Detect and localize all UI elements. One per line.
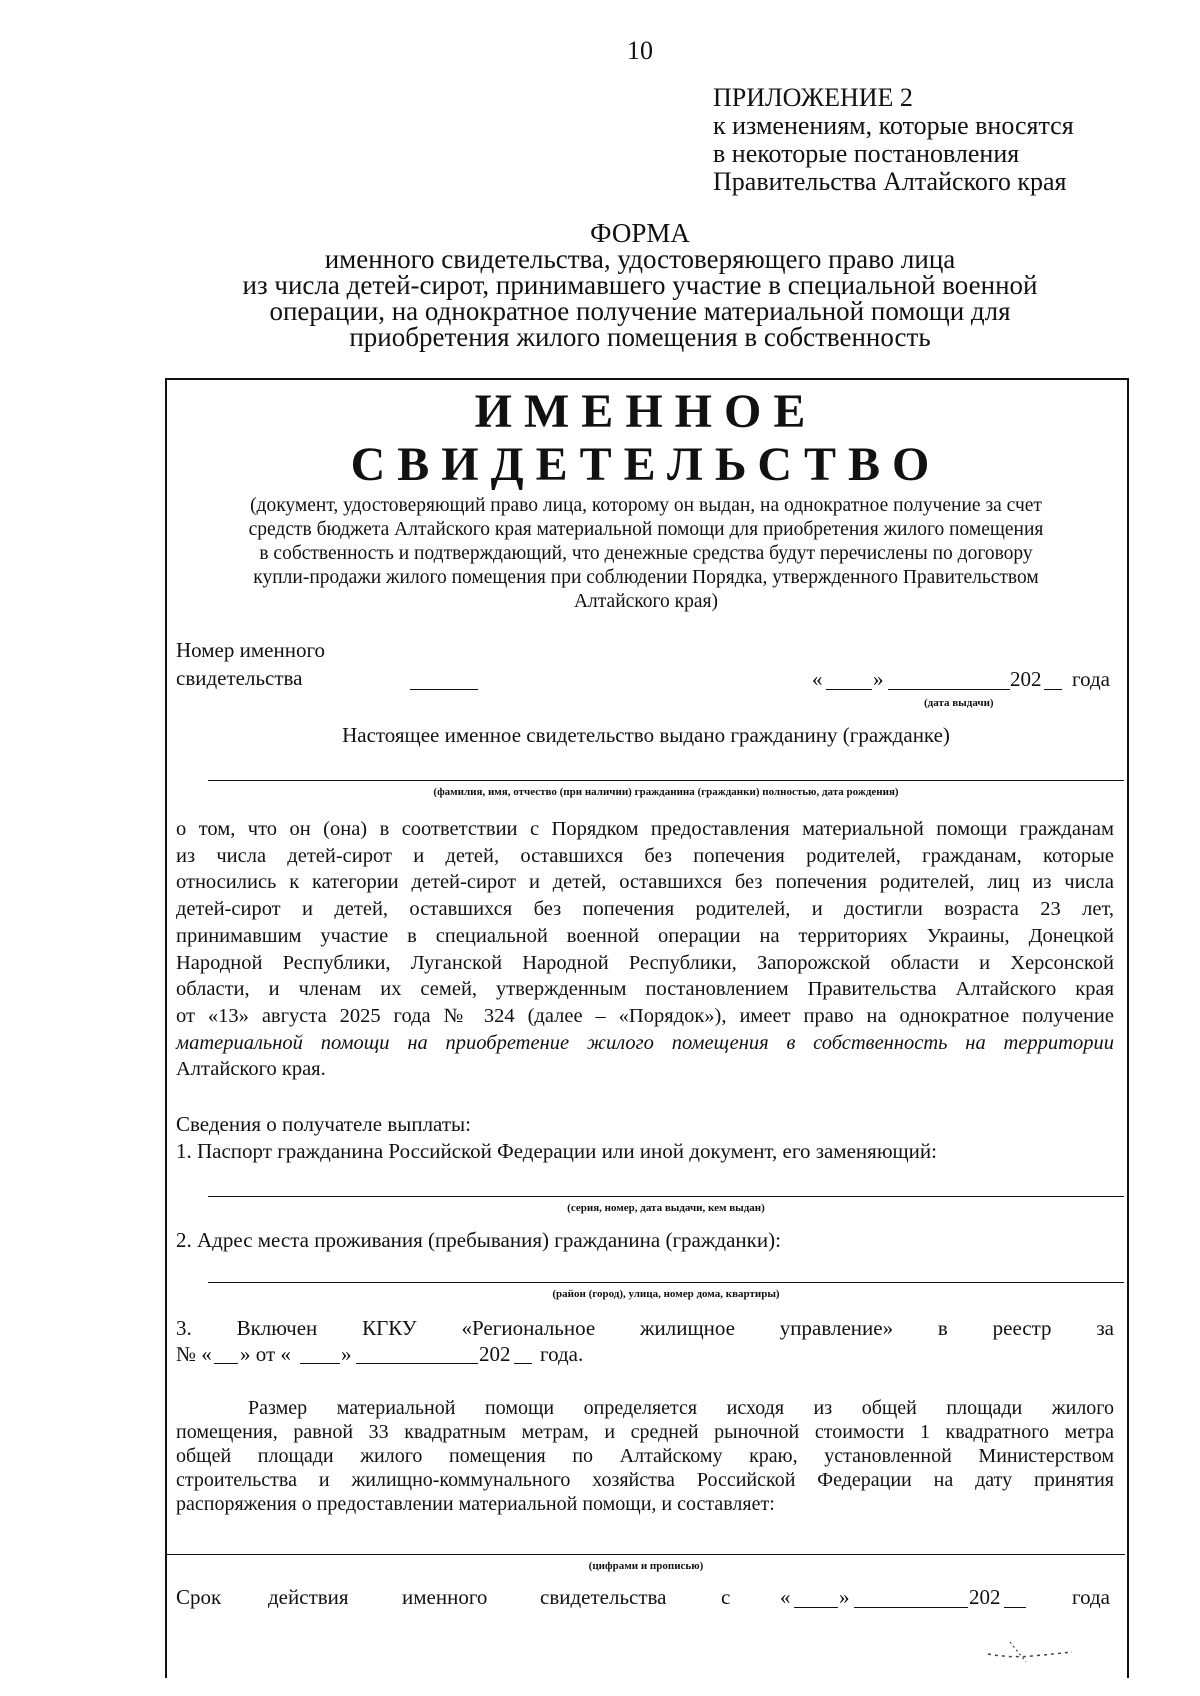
registry-line [176,1316,1114,1341]
validity-word: с [721,1585,731,1609]
date-caption: (дата выдачи) [924,697,994,709]
recipient-name-field[interactable] [208,780,1124,781]
number-label-2: свидетельства [176,666,303,690]
form-title-line: именного свидетельства, удостоверяющего право лица [324,244,956,274]
registry-year-field[interactable] [514,1363,532,1364]
validity-open-quote: « [780,1585,791,1609]
recipient-name-caption: (фамилия, имя, отчество (при наличии) гражданина (гражданки) полностью, дата рождения) [433,786,899,798]
amount-caption: (цифрами и прописью) [588,1560,704,1572]
size-line: общей площади жилого помещения по Алтайскому краю, установленной Министерством [176,1445,1114,1467]
appendix-block [713,84,1074,196]
body-line: Народной Республики, Луганской Народной Республики, Запорожской области и Херсонской [176,951,1114,974]
date-open-quote: « [812,667,823,691]
body-line: материальной помощи на приобретение жилого помещения в собственность на территории [176,1031,1114,1054]
appendix-line: Правительства Алтайского края [713,167,1067,196]
registry-word: «Региональное [461,1316,596,1340]
certificate-body [176,816,1114,1083]
registry-word: жилищное [640,1316,735,1340]
body-line: области, и членам их семей, утвержденным постановлением Правительства Алтайского края [176,978,1114,1001]
address-field[interactable] [208,1282,1124,1283]
passport-caption: (серия, номер, дата выдачи, кем выдан) [567,1202,765,1214]
registry-word: управление» [779,1316,894,1340]
validity-day-field[interactable] [794,1607,838,1608]
address-caption: (район (город), улица, номер дома, квартиры) [552,1288,780,1300]
validity-year-field[interactable] [1004,1607,1026,1608]
certificate-description [176,494,1116,614]
certificate-heading-2: СВИДЕТЕЛЬСТВО [350,438,942,491]
issued-to-text: Настоящее именное свидетельство выдано гражданину (гражданке) [342,723,950,747]
registry-month-field[interactable] [356,1363,478,1364]
body-line: принимавшим участие в специальной военной операции на территориях Украины, Донецкой [176,924,1114,947]
registry-from: » от « [240,1342,291,1366]
validity-word: действия [268,1585,349,1609]
registry-word: в [937,1316,948,1340]
description-line: в собственность и подтверждающий, что денежные средства будут перечислены по договору [259,543,1033,564]
description-line: средств бюджета Алтайского края материальной помощи для приобретения жилого помещения [248,519,1044,540]
validity-year: 202 [969,1585,1001,1609]
form-title-line: операции, на однократное получение материальной помощи для [269,296,1011,326]
recipient-heading: Сведения о получателе выплаты: [176,1112,471,1136]
number-label: Номер именного [176,638,326,662]
registry-end: года. [540,1342,584,1366]
validity-month-field[interactable] [854,1607,968,1608]
passport-item: 1. Паспорт гражданина Российской Федерации или иной документ, его заменяющий: [176,1139,937,1163]
address-item: 2. Адрес места проживания (пребывания) гражданина (гражданки): [176,1228,781,1252]
date-year-prefix: 202 [1010,667,1042,691]
body-line: детей-сирот и детей, оставшихся без попечения родителей, и достигли возраста 23 лет, [176,898,1114,921]
form-heading: ФОРМА [590,218,690,248]
date-year-suffix: года [1072,667,1110,691]
date-close-quote: » [873,667,884,691]
passport-field[interactable] [208,1196,1124,1197]
date-day-field[interactable] [826,689,872,690]
validity-word: Срок [176,1585,222,1609]
description-line: Алтайского края) [573,591,719,612]
registry-word: КГКУ [362,1316,417,1340]
form-title [160,220,1120,350]
body-line: Алтайского края. [176,1058,326,1081]
body-line: из числа детей-сирот и детей, оставшихся без попечения родителей, гражданам, которые [176,844,1114,867]
registry-number-field[interactable] [214,1363,238,1364]
registry-word: 3. [176,1316,192,1340]
page-number: 10 [627,36,653,65]
body-line: относились к категории детей-сирот и детей, оставшихся без попечения родителей, лиц из числа [176,871,1114,894]
scan-mark-icon [980,1632,1090,1672]
registry-word: за [1096,1316,1114,1340]
validity-close-quote: » [839,1585,850,1609]
size-paragraph [176,1396,1114,1516]
body-line: от «13» августа 2025 года № 324 (далее – «Порядок»), имеет право на однократное получение [176,1004,1114,1027]
description-line: (документ, удостоверяющий право лица, которому он выдан, на однократное получение за счет [250,495,1042,516]
registry-close-quote: » [341,1342,352,1366]
registry-word: Включен [236,1316,318,1340]
size-line: строительства и жилищно-коммунального хозяйства Российской Федерации на дату принятия [176,1469,1114,1491]
validity-word: свидетельства [540,1585,667,1609]
body-line: о том, что он (она) в соответствии с Порядком предоставления материальной помощи гражданам [176,818,1114,840]
form-title-line: приобретения жилого помещения в собственность [349,322,931,352]
appendix-line: в некоторые постановления [713,139,1020,168]
amount-field[interactable] [167,1554,1125,1555]
size-line: распоряжения о предоставлении материальной помощи, и составляет: [176,1493,775,1515]
date-month-field[interactable] [888,689,1010,690]
validity-word: именного [402,1585,488,1609]
size-line: помещения, равной 33 квадратным метрам, и средней рыночной стоимости 1 квадратного метра [176,1421,1114,1443]
number-field[interactable] [410,689,478,690]
validity-end: года [1072,1585,1110,1609]
description-line: купли-продажи жилого помещения при соблюдении Порядка, утвержденного Правительством [253,567,1039,588]
form-title-line: из числа детей-сирот, принимавшего участие в специальной военной [242,270,1038,300]
registry-year: 202 [479,1342,511,1366]
size-line: Размер материальной помощи определяется исходя из общей площади жилого [248,1397,1114,1419]
certificate-heading-1: ИМЕННОЕ [474,385,818,438]
appendix-line: к изменениям, которые вносятся [713,111,1074,140]
appendix-title: ПРИЛОЖЕНИЕ 2 [713,83,913,112]
registry-day-field[interactable] [300,1363,340,1364]
registry-word: реестр [992,1316,1052,1340]
registry-number-prefix: № « [176,1342,212,1366]
date-year-field[interactable] [1044,689,1062,690]
